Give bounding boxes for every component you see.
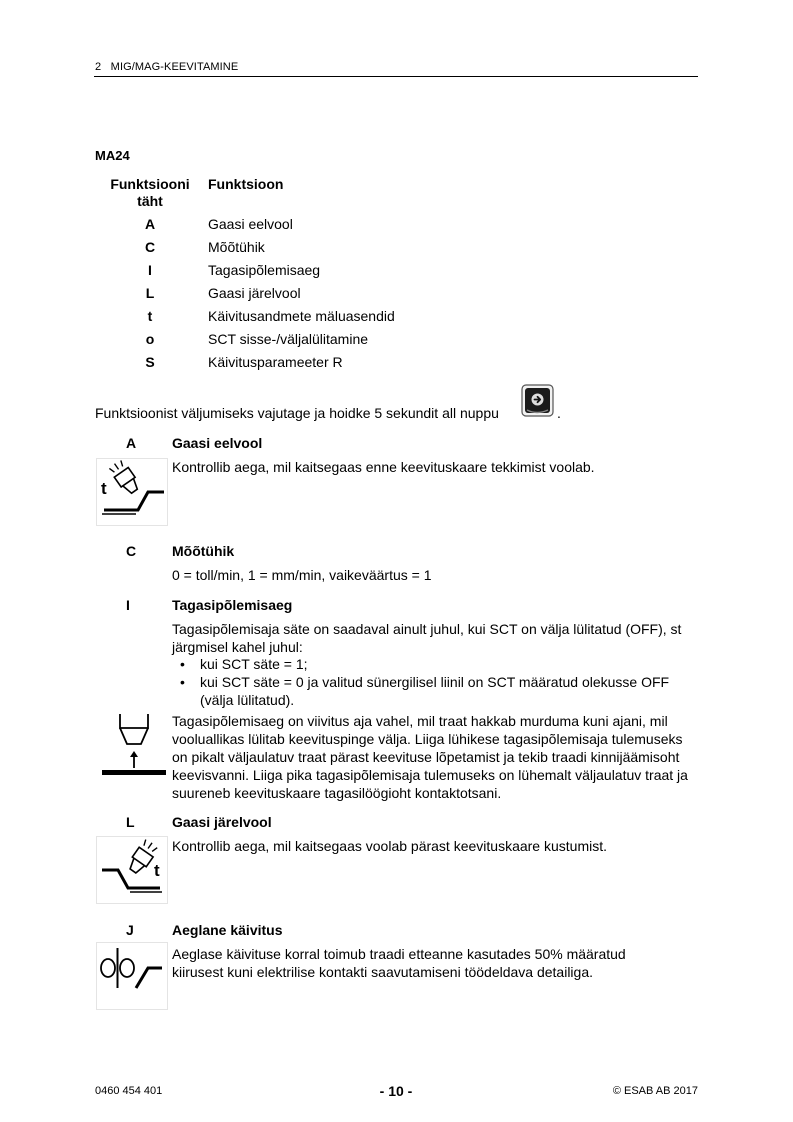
table-row-function: Gaasi eelvool [208, 216, 293, 232]
icon-letter-t: t [154, 861, 160, 880]
col-header-letter: Funktsiooni täht [110, 176, 190, 209]
footer-page-number: - 10 - [379, 1083, 413, 1099]
section-l-title: Gaasi järelvool [172, 814, 272, 830]
table-row-function: Käivitusandmete mäluasendid [208, 308, 395, 324]
section-a-title: Gaasi eelvool [172, 435, 263, 451]
running-header: 2 MIG/MAG-KEEVITAMINE [95, 61, 239, 73]
section-l-text: Kontrollib aega, mil kaitsegaas voolab pärast keevituskaare kustumist. [172, 838, 607, 854]
section-j-letter: J [126, 922, 134, 938]
exit-button-icon [521, 384, 554, 417]
table-row-function: Käivitusparameeter R [208, 354, 343, 370]
list-item: • kui SCT säte = 0 ja valitud sünergilisel liinil on SCT määratud olekusse OFF (välja lülitatud). [180, 674, 670, 708]
list-item: • kui SCT säte = 1; [180, 656, 308, 672]
gas-preflow-icon [96, 458, 168, 526]
section-j-title: Aeglane käivitus [172, 922, 283, 938]
section-c-text: 0 = toll/min, 1 = mm/min, vaikeväärtus = 1 [172, 567, 432, 583]
exit-instruction: Funktsioonist väljumiseks vajutage ja hoidke 5 sekundit all nuppu [95, 405, 499, 421]
section-c-title: Mõõtühik [172, 543, 235, 559]
slow-start-icon [96, 942, 168, 1010]
section-j-text: Aeglase käivituse korral toimub traadi etteanne kasutades 50% määratud kiirusest kuni elektrilise kontakti saavutamiseni töödeldava detailiga. [172, 946, 626, 980]
exit-instruction-end: . [557, 405, 561, 421]
header-rule [94, 76, 698, 77]
table-row-letter: S [145, 354, 155, 370]
table-row-function: Gaasi järelvool [208, 285, 301, 301]
table-row-letter: I [148, 262, 152, 278]
table-row-function: SCT sisse-/väljalülitamine [208, 331, 369, 347]
section-i-bullets [172, 655, 697, 709]
footer-doc-number: 0460 454 401 [95, 1085, 163, 1097]
gas-postflow-icon [96, 836, 168, 904]
section-i-letter: I [126, 597, 130, 613]
table-row-letter: L [145, 285, 155, 301]
section-i-intro: Tagasipõlemisaja säte on saadaval ainult juhul, kui SCT on välja lülitatud (OFF), st järgmisel kahel juhul: [172, 621, 682, 655]
burnback-icon [100, 712, 168, 780]
section-i-title: Tagasipõlemisaeg [172, 597, 293, 613]
table-row-letter: o [145, 331, 155, 347]
table-row-letter: A [144, 216, 156, 232]
table-row-function: Mõõtühik [208, 239, 265, 255]
section-i-text: Tagasipõlemisaeg on viivitus aja vahel, mil traat hakkab murduma kuni ajani, mil vooluallikas lülitab keevituspinge välja. Liiga lühikese tagasipõlemisaja tulemuseks on pikalt väljaulatuv traat pärast keevituse lõpetamist ja tekib traadi kinnijäämisoht keevisvanni. Liiga pika tagasipõlemisaja tulemuseks on lühemalt väljaulatuv traat ja suureneb keevituskaare tagasilöögioht kontaktotsani. [172, 713, 688, 801]
section-l-letter: L [126, 814, 135, 830]
model-title: MA24 [95, 148, 130, 163]
col-header-function: Funktsioon [208, 176, 284, 192]
section-c-letter: C [126, 543, 137, 559]
section-a-letter: A [126, 435, 137, 451]
section-a-text: Kontrollib aega, mil kaitsegaas enne keevituskaare tekkimist voolab. [172, 459, 595, 475]
table-row-letter: C [144, 239, 156, 255]
footer-copyright: © ESAB AB 2017 [612, 1085, 698, 1097]
table-row-function: Tagasipõlemisaeg [208, 262, 321, 278]
icon-letter-t: t [101, 479, 107, 498]
table-row-letter: t [147, 308, 153, 324]
